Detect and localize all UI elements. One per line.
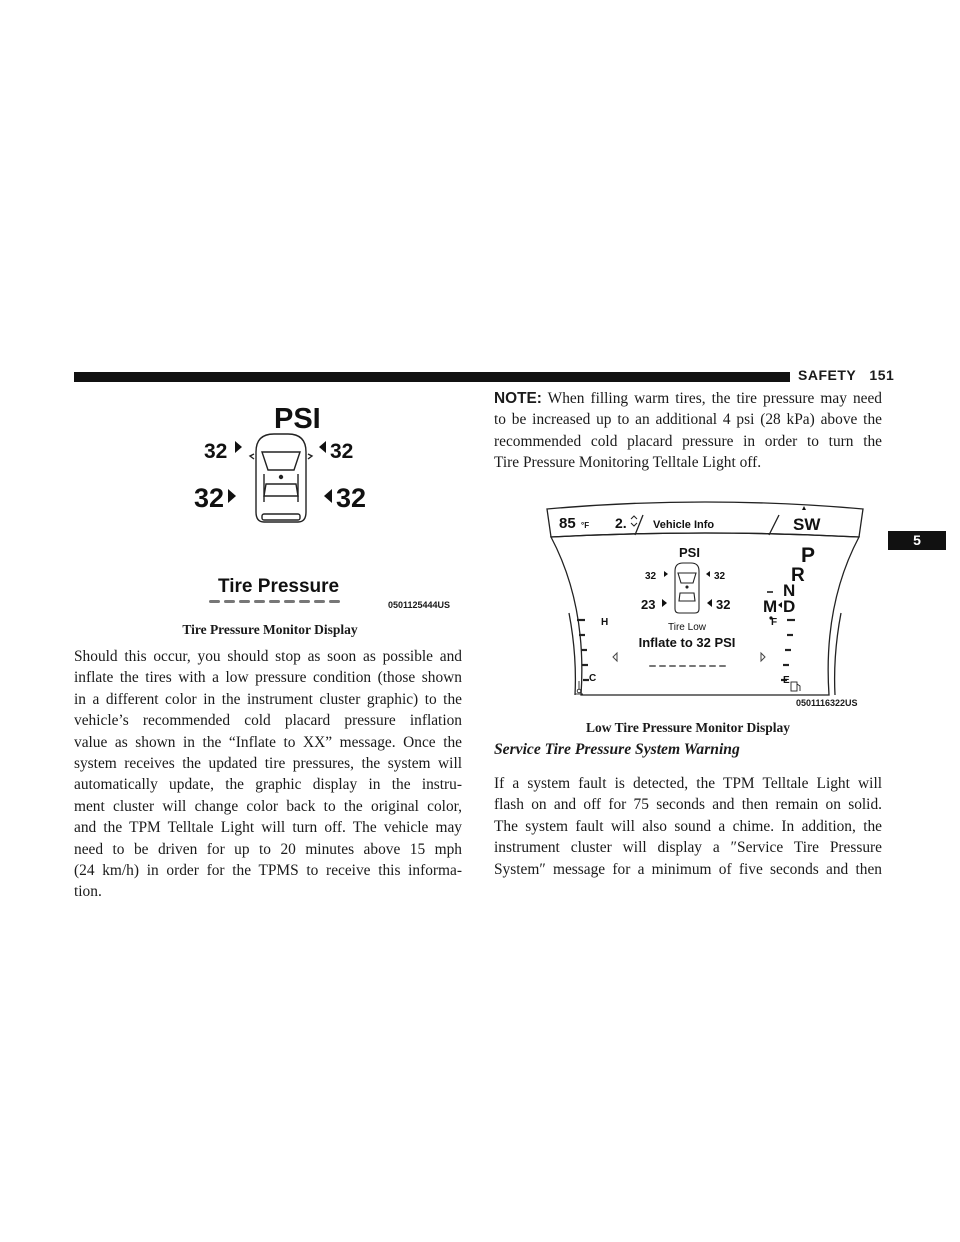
section-title: SAFETY	[798, 367, 857, 383]
text-line: The system fault will also sound a chime. In addition, the	[494, 817, 882, 835]
text-line: vehicle’s recommended cold placard pressure inflation	[74, 712, 462, 730]
fuel-pump-icon	[791, 682, 800, 691]
vehicle-info-label: Vehicle Info	[653, 519, 715, 531]
running-header	[798, 367, 894, 383]
gear-r: R	[791, 565, 805, 586]
cluster-car-icon	[675, 563, 699, 613]
fuel-full-label: F	[771, 617, 778, 628]
temp-cold-label: C	[589, 673, 597, 684]
figure2-code: 0501116322US	[796, 698, 858, 708]
instrument-cluster-figure	[525, 495, 885, 715]
rear-left-pressure: 32	[194, 483, 225, 513]
tire-pressure-figure	[190, 398, 470, 614]
text-line: ment cluster will change color back to the original color,	[74, 797, 462, 815]
note-label: NOTE:	[494, 390, 542, 407]
psi-label: PSI	[274, 403, 321, 435]
cluster-rear-right: 32	[716, 597, 731, 612]
service-paragraph	[494, 773, 882, 880]
inflate-message: Inflate to 32 PSI	[638, 635, 736, 650]
front-right-pressure: 32	[330, 440, 354, 463]
cluster-front-right: 32	[714, 571, 726, 582]
text-line: System″ message for a minimum of five seconds and then	[494, 860, 882, 878]
gear-m: M	[763, 597, 778, 616]
figure1-code: 0501125444US	[388, 600, 451, 610]
cluster-rear-left: 23	[641, 597, 656, 612]
text-line: tion.	[74, 883, 102, 901]
temp-unit: °F	[581, 521, 590, 530]
temp-hot-label: H	[601, 617, 609, 628]
note-text: When filling warm tires, the tire pressure may need	[547, 390, 882, 407]
tire-low-label: Tire Low	[668, 622, 706, 633]
text-line: Tire Pressure Monitoring Telltale Light off.	[494, 454, 762, 472]
text-line: automatically update, the graphic display in the instru-	[74, 776, 462, 794]
up-down-arrow-icon	[631, 516, 637, 526]
display-number: 2.	[615, 515, 627, 531]
cluster-tire-arrows-icon	[662, 571, 712, 607]
text-line: to be increased up to an additional 4 psi (28 kPa) above the	[494, 411, 882, 429]
gear-n: N	[783, 581, 796, 600]
text-line: in a different color in the instrument cluster graphic) to the	[74, 690, 462, 708]
text-line: need to be driven for up to 20 minutes above 15 mph	[74, 840, 462, 858]
figure2-caption: Low Tire Pressure Monitor Display	[585, 720, 790, 735]
compass-heading: SW	[793, 515, 821, 534]
figure1-caption: Tire Pressure Monitor Display	[182, 622, 358, 637]
compass-pointer-icon	[802, 506, 806, 510]
text-line: instrument cluster will display a ″Service Tire Pressure	[494, 839, 882, 857]
left-nav-arrow-icon	[613, 653, 617, 661]
service-heading: Service Tire Pressure System Warning	[494, 741, 740, 758]
cluster-page-dots-icon	[649, 665, 726, 667]
text-line: (24 km/h) in order for the TPMS to receive this informa-	[74, 861, 462, 879]
text-line: If a system fault is detected, the TPM Telltale Light will	[494, 775, 882, 792]
gear-arrow-icon	[778, 602, 782, 608]
tire-pressure-title: Tire Pressure	[218, 576, 340, 597]
fuel-gauge	[781, 620, 795, 680]
chapter-tab: 5	[888, 531, 946, 550]
text-line: flash on and off for 75 seconds and then remain on solid.	[494, 796, 882, 814]
header-rule	[74, 372, 790, 382]
fuel-empty-label: E	[783, 675, 790, 686]
gear-p: P	[801, 544, 816, 567]
page-number: 151	[869, 367, 895, 383]
page-dots-icon	[209, 600, 340, 603]
text-line: Should this occur, you should stop as soon as possible and	[74, 648, 462, 665]
note-first-line	[494, 388, 882, 409]
note-paragraph	[494, 388, 882, 474]
right-nav-arrow-icon	[761, 653, 765, 661]
outside-temp: 85	[559, 515, 576, 532]
rear-right-pressure: 32	[336, 483, 367, 513]
text-line: system receives the updated tire pressures, the system will	[74, 754, 462, 772]
car-top-view-icon	[250, 434, 312, 522]
text-line: inflate the tires with a low pressure condition (those shown	[74, 669, 462, 687]
text-line: and the TPM Telltale Light will turn off. The vehicle may	[74, 819, 462, 837]
text-line: recommended cold placard pressure in order to turn the	[494, 432, 882, 450]
left-paragraph	[74, 646, 462, 903]
cluster-psi-label: PSI	[679, 545, 700, 560]
text-line: value as shown in the “Inflate to XX” message. Once the	[74, 733, 462, 751]
front-left-pressure: 32	[204, 440, 228, 463]
cluster-front-left: 32	[645, 571, 657, 582]
gear-d: D	[783, 597, 796, 616]
